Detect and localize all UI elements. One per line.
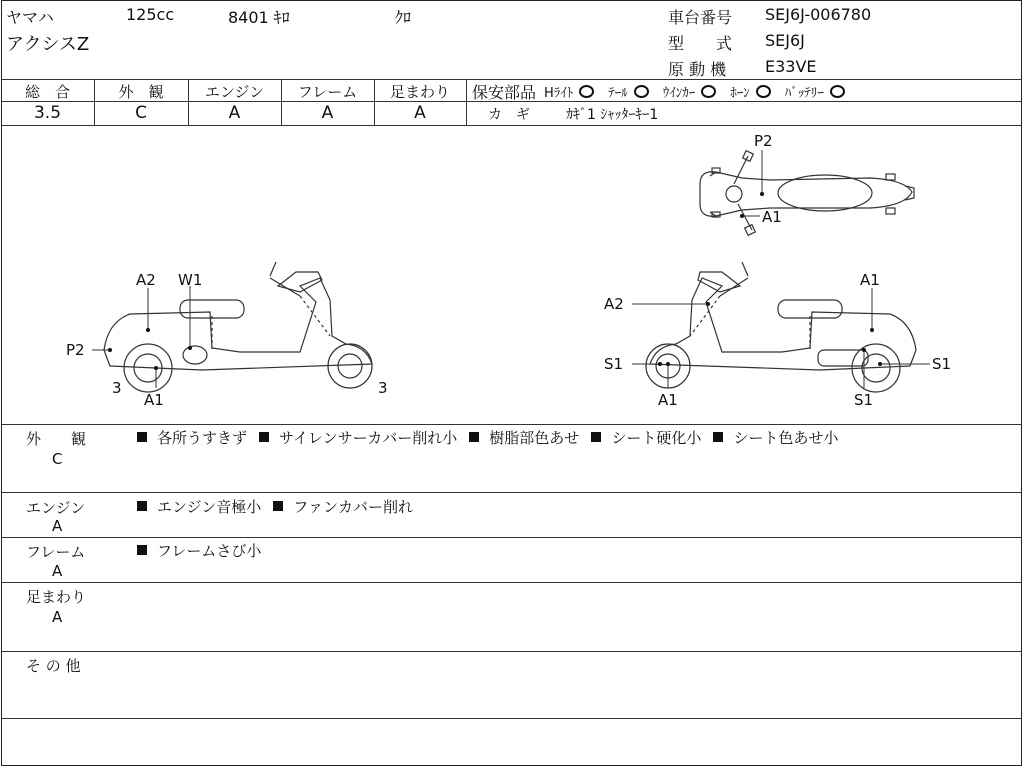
note-grade-engine: A (52, 517, 63, 535)
note-item: シート硬化小 (611, 428, 702, 447)
label-left-3a: 3 (112, 379, 122, 397)
score-value-exterior: C (135, 103, 147, 123)
score-value-suspension: A (414, 103, 426, 123)
top-view-leaders (742, 150, 762, 216)
divider (1, 582, 1022, 583)
score-label-exterior: 外 観 (118, 83, 164, 101)
divider (466, 79, 467, 125)
type-value: SEJ6J (765, 31, 805, 50)
note-item: 樹脂部色あせ (489, 428, 580, 447)
label-right-a2: A2 (604, 295, 624, 313)
note-category-engine: エンジン (26, 499, 86, 517)
score-label-suspension: 足まわり (389, 83, 450, 101)
key-value: ｶｷﾞ1 ｼｬｯﾀｰｷｰ1 (566, 107, 659, 123)
note-category-exterior: 外 観 (26, 430, 87, 448)
bullet-icon (137, 432, 147, 442)
ok-circle-icon (830, 85, 845, 98)
ok-circle-icon (634, 85, 649, 98)
note-grade-frame: A (52, 562, 63, 580)
bullet-icon (591, 432, 601, 442)
note-items-frame (137, 541, 273, 559)
label-top-a1: A1 (762, 208, 782, 226)
scooter-top-view (700, 151, 914, 236)
label-left-a2: A2 (136, 271, 156, 289)
bullet-icon (469, 432, 479, 442)
note-item: ファンカバー削れ (293, 497, 413, 516)
label-left-w1: W1 (178, 271, 203, 289)
label-right-s1-bottom: S1 (854, 391, 874, 409)
label-left-3b: 3 (378, 379, 388, 397)
divider (1, 537, 1022, 538)
divider (1, 492, 1022, 493)
label-top-p2: P2 (754, 132, 773, 150)
damage-point (706, 302, 710, 306)
bullet-icon (713, 432, 723, 442)
mileage: 8401 ｷﾛ (228, 8, 290, 27)
divider (1, 651, 1022, 652)
damage-point (188, 346, 192, 350)
label-left-p2: P2 (66, 341, 85, 359)
engine-value: E33VE (765, 57, 817, 76)
note-item: エンジン音極小 (157, 497, 262, 516)
bullet-icon (259, 432, 269, 442)
damage-point (108, 348, 112, 352)
frame-no-label: 車台番号 (668, 8, 733, 27)
safety-title: 保安部品 (472, 82, 537, 102)
label-right-s1-left: S1 (604, 355, 624, 373)
damage-point (658, 362, 662, 366)
label-right-a1: A1 (860, 271, 880, 289)
type-label: 型 式 (668, 34, 733, 53)
right-view-leaders (632, 288, 930, 388)
score-value-engine: A (228, 103, 241, 123)
maker: ヤマハ (6, 8, 54, 27)
note-item: シート色あせ小 (733, 428, 839, 447)
note-item: 各所うすきず (157, 428, 248, 447)
divider (1, 424, 1022, 425)
note-items-engine (137, 497, 425, 515)
note-category-other: そ の 他 (26, 657, 81, 675)
model-name: アクシスZ (6, 34, 90, 55)
damage-point (862, 348, 866, 352)
ok-circle-icon (701, 85, 716, 98)
safety-parts (472, 81, 845, 101)
note-item: フレームさび小 (157, 541, 262, 560)
bullet-icon (137, 501, 147, 511)
damage-point (666, 362, 670, 366)
divider (1, 718, 1022, 719)
score-value-frame: A (321, 103, 334, 123)
note-items-exterior (137, 428, 850, 446)
safety-item-battery: ﾊﾞｯﾃﾘｰ (784, 85, 824, 101)
note-category-suspension: 足まわり (26, 588, 87, 606)
bullet-icon (273, 501, 283, 511)
displacement: 125cc (126, 5, 175, 24)
note-item: サイレンサーカバー削れ小 (279, 428, 458, 447)
divider (466, 101, 1022, 102)
score-label-total: 総 合 (24, 83, 70, 101)
ok-circle-icon (756, 85, 771, 98)
label-right-a1-bottom: A1 (658, 391, 678, 409)
damage-point (760, 192, 764, 196)
safety-item-horn: ﾎｰﾝ (730, 85, 750, 101)
safety-item-winker: ｳｲﾝｶｰ (662, 85, 696, 101)
safety-item-headlight: Hﾗｲﾄ (544, 85, 574, 101)
damage-point (154, 366, 158, 370)
label-left-a1: A1 (144, 391, 164, 409)
damage-point (878, 362, 882, 366)
engine-label: 原 動 機 (668, 60, 727, 79)
damage-point (740, 214, 744, 218)
scooter-diagram (0, 126, 1024, 424)
safety-item-tail: ﾃｰﾙ (608, 85, 628, 101)
note-category-frame: フレーム (26, 543, 86, 561)
color: ｸﾛ (395, 8, 412, 27)
bullet-icon (137, 545, 147, 555)
ok-circle-icon (579, 85, 594, 98)
score-value-total: 3.5 (33, 103, 62, 123)
damage-point (870, 328, 874, 332)
frame-no: SEJ6J-006780 (765, 5, 872, 24)
note-grade-exterior: C (52, 450, 63, 468)
score-label-frame: フレーム (297, 83, 358, 101)
score-label-engine: エンジン (204, 83, 265, 101)
key-label: カ ギ (488, 107, 530, 123)
label-right-s1-right: S1 (932, 355, 952, 373)
note-grade-suspension: A (52, 608, 63, 626)
damage-point (146, 328, 150, 332)
